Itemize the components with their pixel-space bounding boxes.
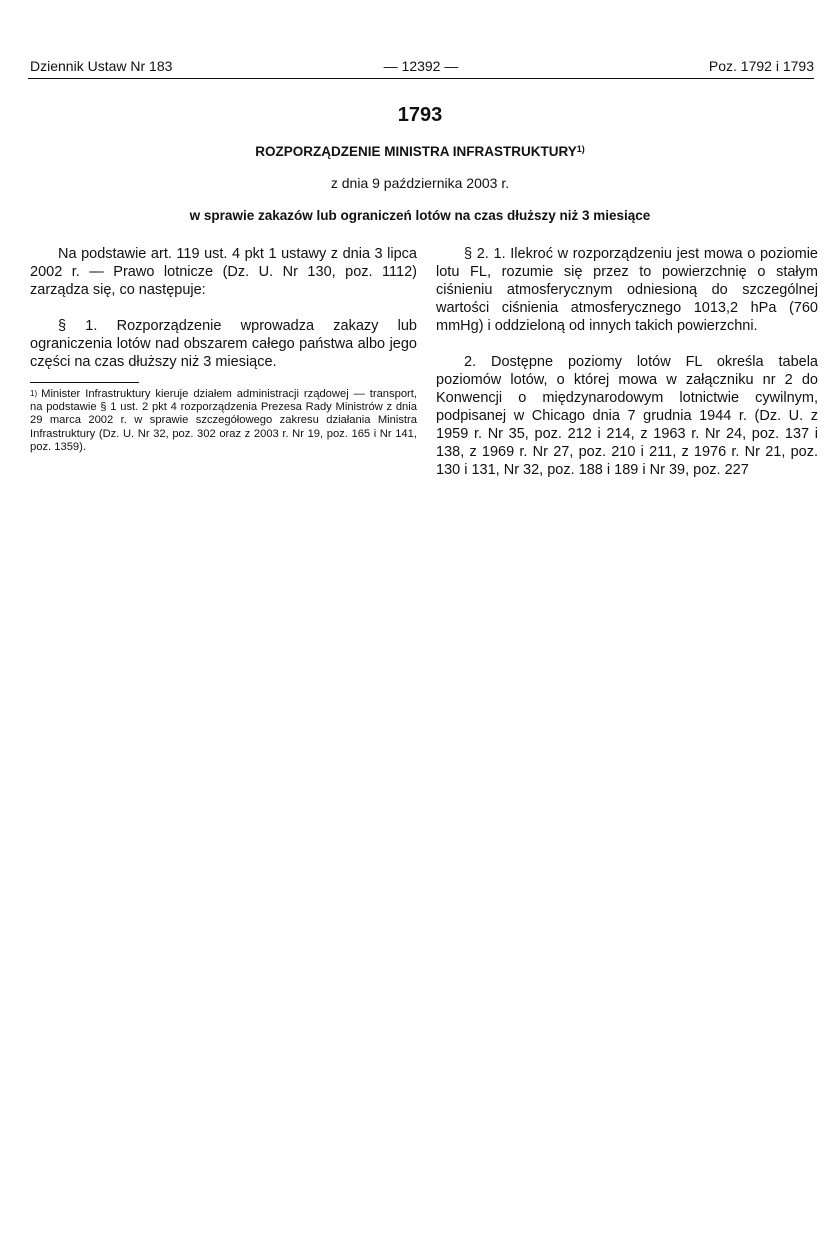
- footnote-divider: [30, 382, 139, 383]
- footnote: [30, 388, 417, 454]
- position-numbers: Poz. 1792 i 1793: [708, 58, 814, 74]
- act-title-footnote-ref[interactable]: 1): [576, 144, 585, 154]
- footnote-text: Minister Infrastruktury kieruje działem administracji rządowej — transport, na podstawie § 1 ust. 2 pkt 4 rozporządzenia Prezesa Rady Ministrów z dnia 29 marca 2002 r. w sprawie szczegółowego zakresu działania Ministra Infrastruktury (Dz. U. Nr 32, poz. 302 oraz z 2003 r. Nr 19, poz. 165 i Nr 141, poz. 1359).: [30, 388, 417, 453]
- act-date: z dnia 9 października 2003 r.: [330, 175, 510, 191]
- section-2-point-2-paragraph: 2. Dostępne poziomy lotów FL określa tabela poziomów lotów, o której mowa w załączniku nr 2 do Konwencji o międzynarodowym lotnictwie cywilnym, podpisanej w Chicago dnia 7 grudnia 1944 r. (Dz. U. z 1959 r. Nr 35, poz. 212 i 214, z 1963 r. Nr 24, poz. 137 i 138, z 1969 r. Nr 27, poz. 210 i 211, z 1976 r. Nr 21, poz. 130 i 131, Nr 32, poz. 188 i 189 i Nr 39, poz. 227: [436, 354, 818, 478]
- act-title-text: ROZPORZĄDZENIE MINISTRA INFRASTRUKTURY: [255, 144, 577, 159]
- section-2-point-1-paragraph: § 2. 1. Ilekroć w rozporządzeniu jest mowa o poziomie lotu FL, rozumie się przez to powierzchnię o stałym ciśnieniu atmosferycznym odniesioną do szczególnej wartości ciśnienia atmosferycznego 1013,2 hPa (760 mmHg) i oddzieloną od innych takich powierzchni.: [436, 246, 818, 334]
- act-number: 1793: [397, 104, 443, 126]
- left-column: [30, 245, 417, 389]
- page-header: [28, 56, 814, 79]
- journal-name: Dziennik Ustaw Nr 183: [30, 58, 173, 74]
- legal-basis-paragraph: Na podstawie art. 119 ust. 4 pkt 1 ustawy z dnia 3 lipca 2002 r. — Prawo lotnicze (Dz. U. Nr 130, poz. 1112) zarządza się, co następuje:: [30, 246, 417, 298]
- act-title: [0, 143, 840, 161]
- act-subject: w sprawie zakazów lub ograniczeń lotów na czas dłuższy niż 3 miesiące: [189, 208, 651, 223]
- footnote-mark: 1): [30, 389, 38, 398]
- page-number: — 12392 —: [383, 58, 459, 74]
- right-column: [436, 245, 818, 497]
- section-1-paragraph: § 1. Rozporządzenie wprowadza zakazy lub ograniczenia lotów nad obszarem całego państwa albo jego części na czas dłuższy niż 3 miesiące.: [30, 318, 417, 370]
